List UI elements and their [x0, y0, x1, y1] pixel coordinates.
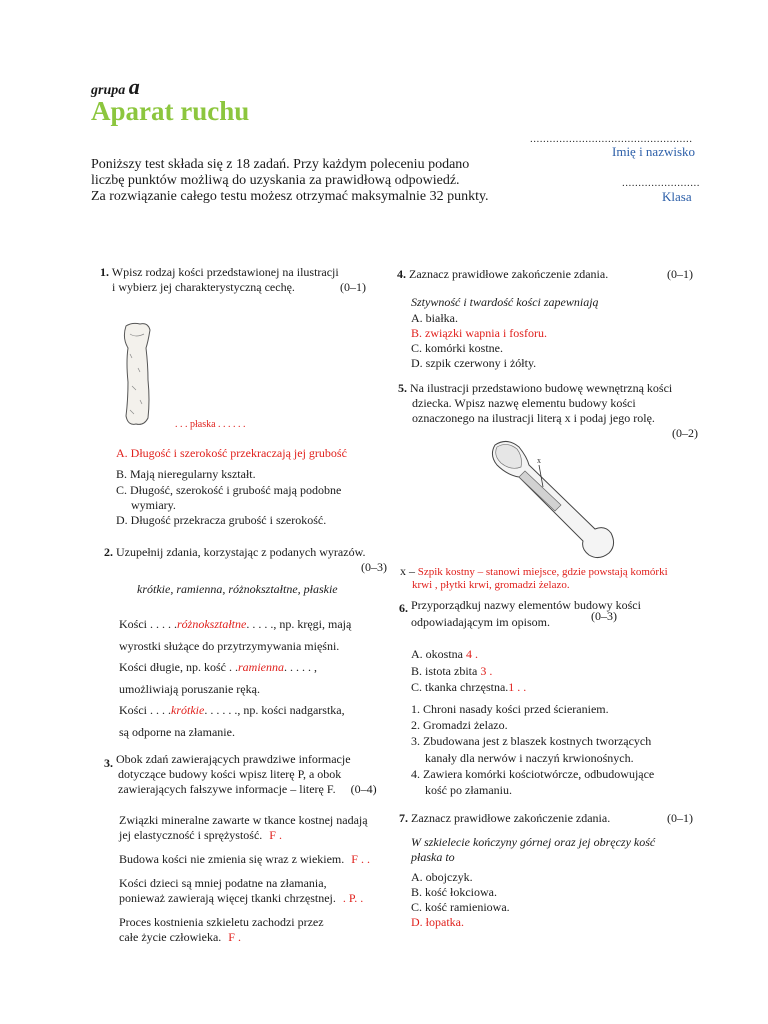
q6-answer-a[interactable]: 4 . [466, 647, 478, 661]
q2-answer-3[interactable]: krótkie [171, 703, 205, 717]
q1-text: i wybierz jej charakterystyczną cechę. [112, 280, 295, 294]
q7-question [399, 811, 699, 826]
q5-line: dziecka. Wpisz nazwę elementu budowy kości [412, 396, 636, 410]
q3-question [104, 752, 394, 797]
q7-option-b[interactable]: B. kość łokciowa. [411, 885, 497, 899]
q2-answer-2[interactable]: ramienna [238, 660, 284, 674]
q7-text: Zaznacz prawidłowe zakończenie zdania. [411, 811, 611, 825]
q1-points: (0–1) [340, 280, 366, 294]
q2-sentence-1: Kości . . . . .różnokształtne. . . . ., np. kręgi, mają [119, 617, 352, 631]
q4-points: (0–1) [667, 267, 693, 281]
q6-element-c: C. tkanka chrzęstna.1 . . [411, 680, 527, 694]
bone-outline [124, 323, 150, 424]
q7-option-d[interactable]: D. łopatka. [411, 915, 464, 929]
q1-option-b[interactable]: B. Mają nieregularny kształt. [116, 467, 256, 481]
q1-answer-blank[interactable]: . . . płaska . . . . . . [175, 419, 246, 430]
q2-question [104, 545, 389, 575]
q2-points: (0–3) [361, 560, 387, 574]
q3-statement-4: Proces kostnienia szkieletu zachodzi przez [119, 915, 324, 929]
q3-line [104, 752, 394, 770]
q1-line [100, 265, 375, 280]
q1-option-c[interactable]: C. Długość, szerokość i grubość mają podobne [116, 483, 342, 497]
q1-option-c-cont: wymiary. [131, 498, 176, 512]
q3-answer-2[interactable]: F . . [351, 852, 370, 866]
q6-answer-c[interactable]: 1 . . [508, 680, 527, 694]
q7-body [411, 835, 701, 930]
q5-answer-line: x – Szpik kostny – stanowi miejsce, gdzie powstają komórki [400, 564, 668, 578]
q6-points: (0–3) [591, 609, 617, 623]
q3-answer-3[interactable]: . P. . [342, 891, 364, 905]
q7-stem: W szkielecie kończyny górnej oraz jej obręczy kość [411, 835, 656, 849]
q7-option-a[interactable]: A. obojczyk. [411, 870, 473, 884]
q6-element-a: A. okostna 4 . [411, 647, 478, 661]
q6-description-4: 4. Zawiera komórki kościotwórcze, odbudowujące [411, 766, 655, 781]
q2-word-bank: krótkie, ramienna, różnokształtne, płaskie [137, 582, 338, 596]
q3-statement-3-cont: ponieważ zawierają więcej tkanki chrzęstnej. . P. . [119, 891, 364, 905]
q6-description-2: 2. Gromadzi żelazo. [411, 718, 508, 733]
q3-points: (0–4) [350, 782, 377, 796]
page-title: Aparat ruchu [91, 96, 250, 126]
q4-option-d[interactable]: D. szpik czerwony i żółty. [411, 356, 537, 370]
q2-text: Uzupełnij zdania, korzystając z podanych wyrazów. [116, 545, 366, 559]
q3-statements [119, 813, 394, 945]
q4-body [411, 295, 701, 371]
q1-option-d[interactable]: D. Długość przekracza grubość i szerokość. [116, 513, 327, 527]
q5-answer [400, 565, 720, 592]
q3-number: 3. [104, 756, 113, 770]
q6-description-1: 1. Chroni nasady kości przed ścieraniem. [411, 702, 609, 716]
class-field-label: Klasa [662, 189, 692, 204]
q6-description-3-cont: kanały dla nerwów i naczyń krwionośnych. [425, 750, 634, 765]
q4-option-b[interactable]: B. związki wapnia i fosforu. [411, 326, 547, 340]
q1-line [100, 280, 375, 295]
q2-sentence-2-cont: umożliwiają poruszanie ręką. [119, 681, 260, 696]
q1-text: Wpisz rodzaj kości przedstawionej na ilustracji [111, 265, 339, 279]
q3-statement-1-cont: jej elastyczność i sprężystość. F . [119, 828, 282, 842]
flat-bone-illustration [118, 320, 163, 430]
name-field-dots[interactable]: .................................................. [530, 133, 693, 145]
intro-text [91, 157, 489, 205]
q4-number: 4. [397, 267, 406, 281]
q6-line: odpowiadającym im opisom. (0–3) [411, 609, 617, 629]
q2-sentence-3: Kości . . . .krótkie. . . . . ., np. kości nadgarstka, [119, 703, 345, 717]
x-mark-label: x [537, 456, 541, 465]
q3-statement-2: Budowa kości nie zmienia się wraz z wiekiem. F . . [119, 852, 370, 866]
q6-answer-b[interactable]: 3 . [480, 663, 493, 678]
long-bone-illustration [485, 437, 630, 562]
q4-option-c[interactable]: C. komórki kostne. [411, 341, 503, 355]
q3-text: Obok zdań zawierających prawdziwe informacje [116, 752, 351, 766]
q3-line: dotyczące budowy kości wpisz literę P, a obok [118, 767, 342, 781]
q5-points: (0–2) [672, 426, 698, 440]
q1-options [116, 446, 376, 528]
q7-option-c[interactable]: C. kość ramieniowa. [411, 900, 510, 914]
q7-points: (0–1) [667, 811, 693, 825]
q5-text: Na ilustracji przedstawiono budowę wewnętrzną kości [410, 381, 673, 395]
q6-description-4-cont: kość po złamaniu. [425, 783, 512, 798]
group-word: grupa [91, 83, 126, 98]
intro-line: liczbę punktów możliwą do uzyskania za prawidłową odpowiedź. [91, 173, 460, 188]
q6-elements [411, 646, 691, 696]
q6-descriptions [411, 701, 701, 798]
q2-sentence-3-cont: są odporne na złamanie. [119, 724, 235, 739]
q1-number: 1. [100, 265, 109, 279]
q3-statement-1: Związki mineralne zawarte w tkance kostnej nadają [119, 813, 368, 827]
q4-option-a[interactable]: A. białka. [411, 311, 458, 325]
q3-statement-3: Kości dzieci są mniej podatne na złamania, [119, 876, 327, 890]
q5-line [398, 381, 698, 396]
intro-line: Za rozwiązanie całego testu możesz otrzymać maksymalnie 32 punkty. [91, 189, 489, 204]
q2-number: 2. [104, 545, 113, 559]
q2-sentences [119, 614, 379, 743]
intro-line: Poniższy test składa się z 18 zadań. Przy każdym poleceniu podano [91, 157, 470, 172]
q2-sentence-2: Kości długie, np. kość . .ramienna. . . . . , [119, 660, 317, 674]
q2-line [104, 545, 389, 560]
q2-sentence-1-cont: wyrostki służące do przytrzymywania mięśni. [119, 638, 340, 653]
q6-number: 6. [399, 601, 408, 615]
name-field-label: Imię i nazwisko [612, 144, 696, 159]
q3-answer-4[interactable]: F . [228, 930, 241, 944]
q1-option-a[interactable]: A. Długość i szerokość przekraczają jej grubość [116, 446, 347, 460]
q5-number: 5. [398, 381, 407, 395]
q6-element-b: B. istota zbita 3 . [411, 663, 493, 678]
q5-answer-text[interactable]: Szpik kostny – stanowi miejsce, gdzie powstają komórki [417, 566, 668, 578]
q3-statement-4-cont: całe życie człowieka. F . [119, 930, 241, 944]
q2-answer-1[interactable]: różnokształtne [177, 617, 247, 631]
q7-number: 7. [399, 811, 408, 825]
q4-question [397, 267, 697, 282]
q6-line [399, 598, 699, 613]
q5-question [398, 381, 698, 441]
q6-question [399, 598, 699, 630]
q6-text: Przyporządkuj nazwy elementów budowy kości [411, 598, 641, 612]
class-field-dots[interactable]: ........................ [622, 177, 700, 189]
q4-stem: Sztywność i twardość kości zapewniają [411, 295, 599, 309]
q5-line: oznaczonego na ilustracji literą x i podaj jego rolę. [412, 411, 655, 425]
q6-description-3: 3. Zbudowana jest z blaszek kostnych tworzących [411, 734, 652, 749]
q5-answer-cont[interactable]: krwi , płytki krwi, gromadzi żelazo. [412, 579, 570, 591]
q1-question [100, 265, 375, 295]
q3-line: zawierających fałszywe informacje – literę F. (0–4) [118, 782, 377, 796]
q3-answer-1[interactable]: F . [269, 828, 282, 842]
group-letter: a [128, 74, 140, 99]
q7-stem-cont: płaska to [411, 850, 455, 864]
q4-text: Zaznacz prawidłowe zakończenie zdania. [409, 267, 609, 281]
